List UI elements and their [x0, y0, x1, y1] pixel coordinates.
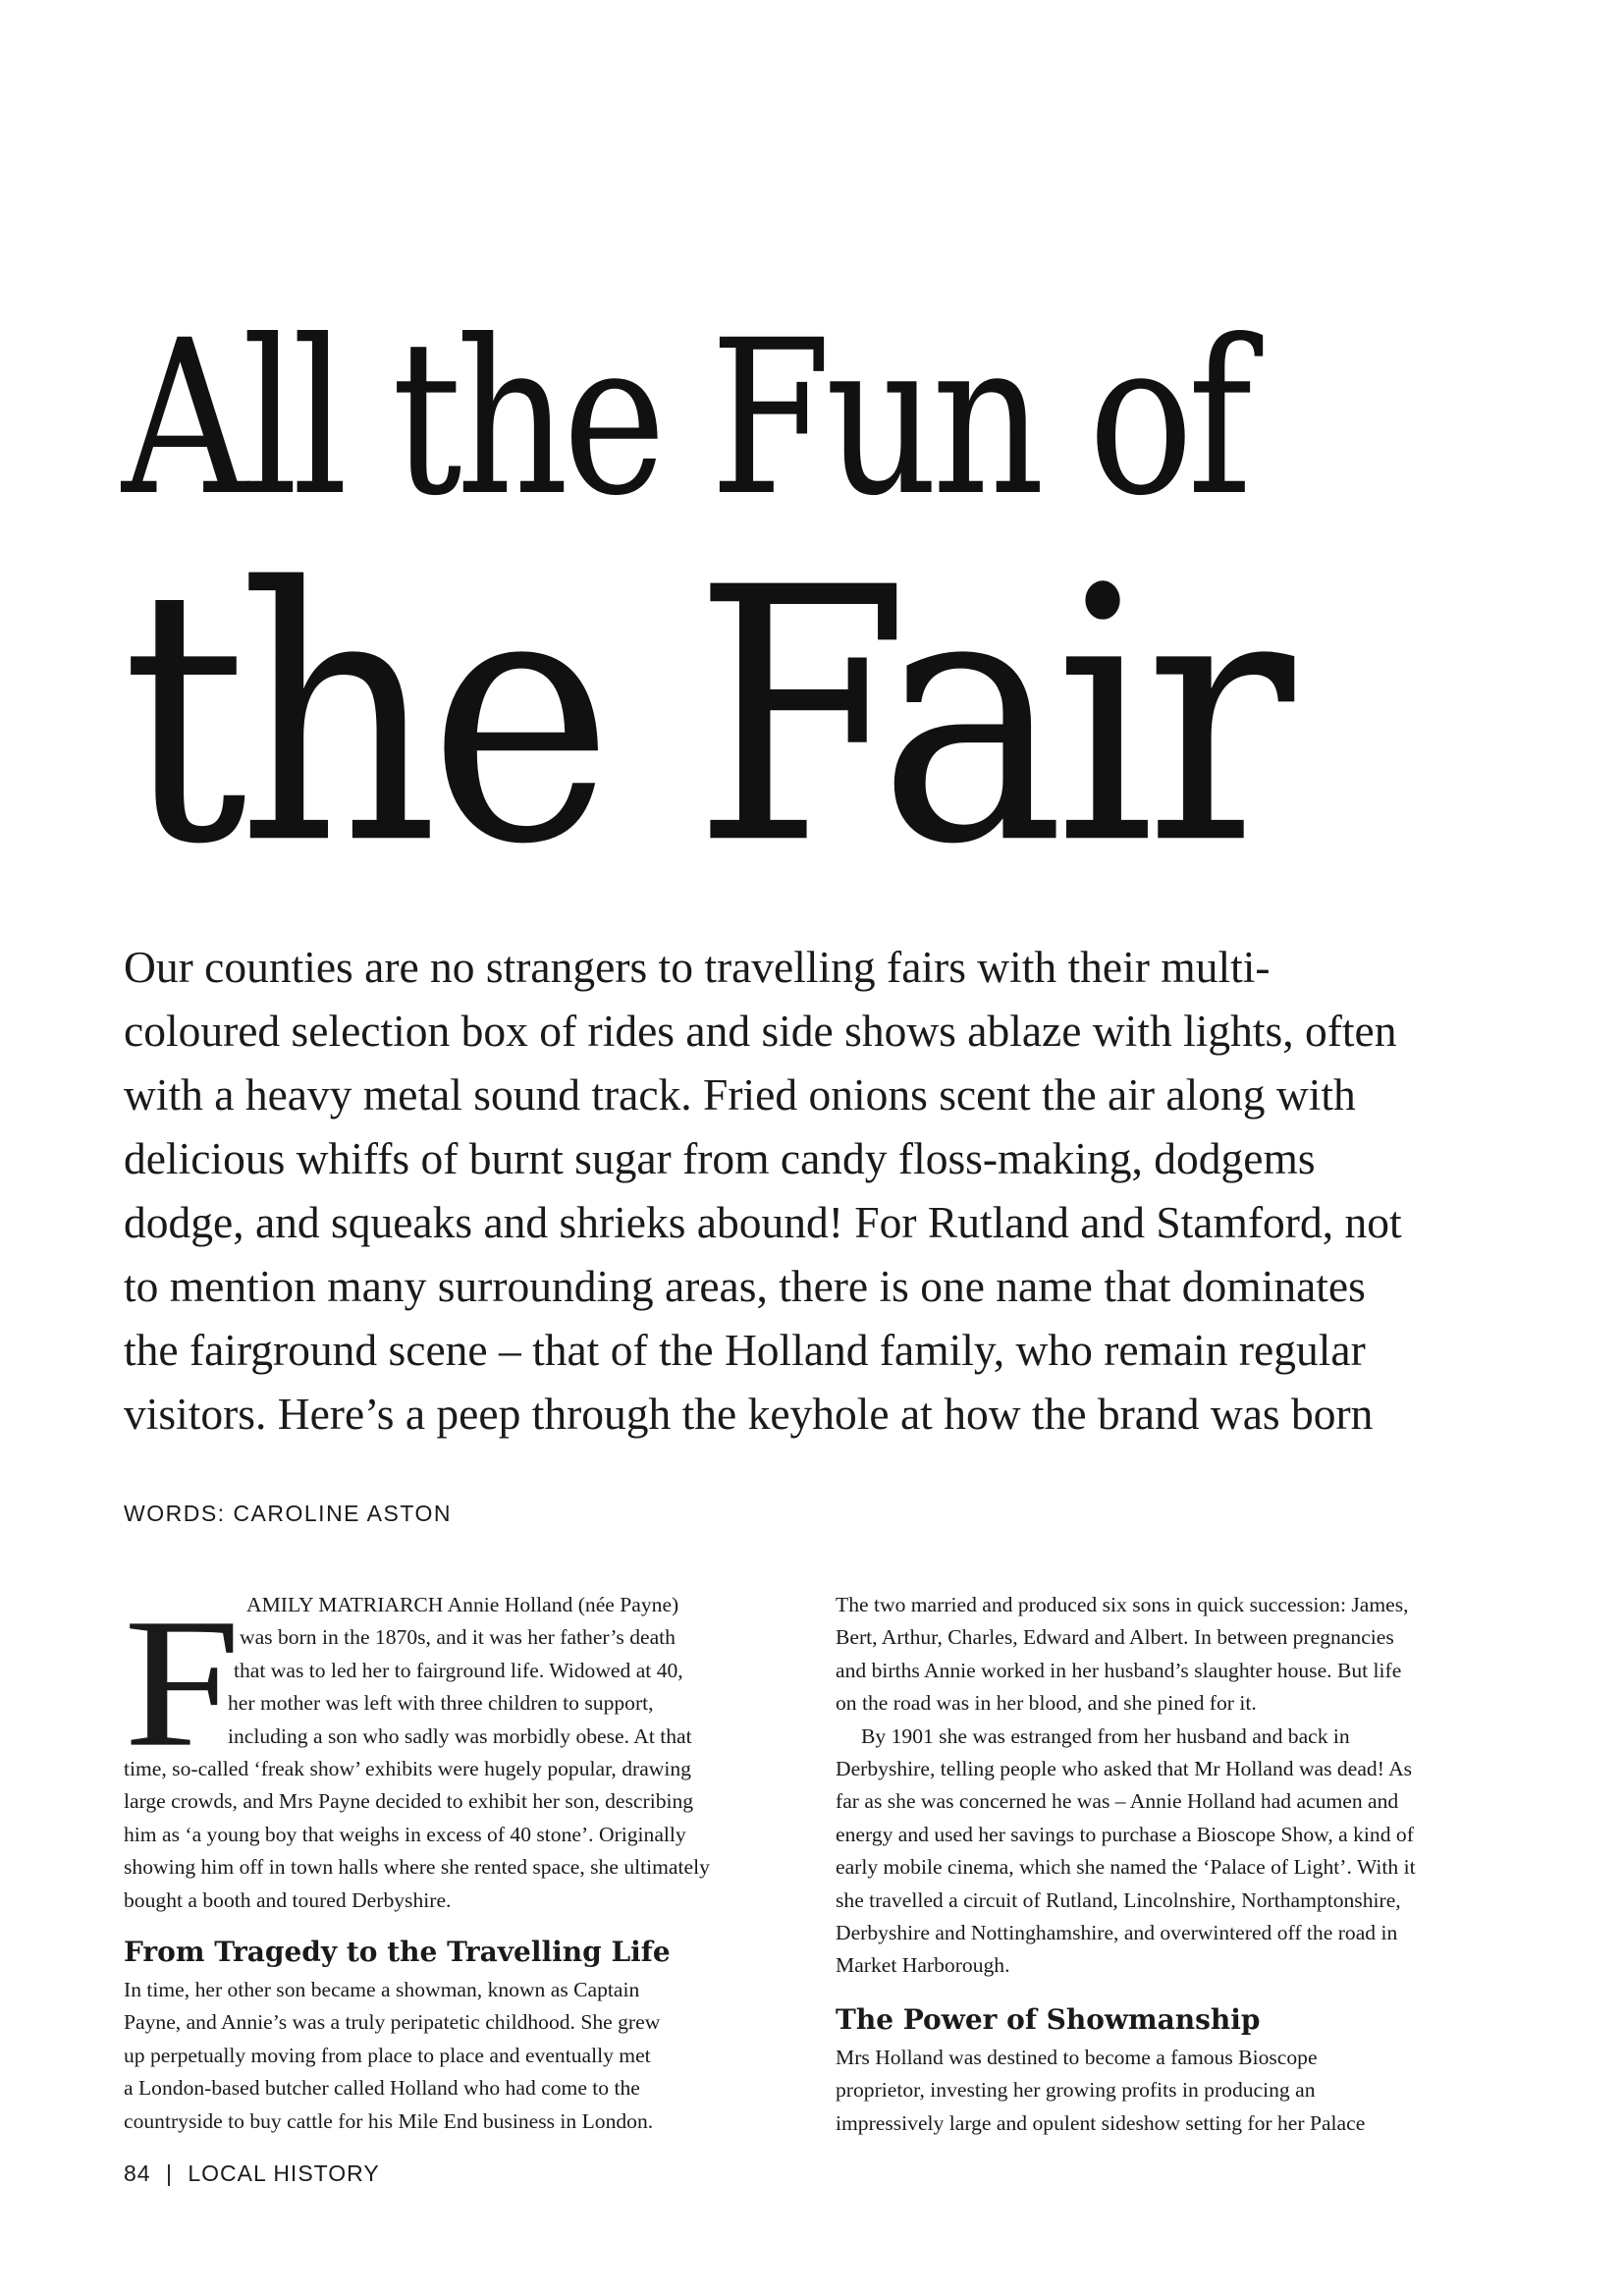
body-line: Market Harborough. [836, 1953, 1010, 1978]
body-line: AMILY MATRIARCH Annie Holland (née Payne) [246, 1593, 679, 1616]
standfirst-line: with a heavy metal sound track. Fried onions scent the air along with [124, 1069, 1356, 1120]
body-line: early mobile cinema, which she named the ‘Palace of Light’. With it [836, 1855, 1416, 1880]
body-line: bought a booth and toured Derbyshire. [124, 1887, 452, 1912]
body-line: on the road was in her blood, and she pined for it. [836, 1691, 1257, 1716]
body-line: By 1901 she was estranged from her husband and back in [861, 1723, 1350, 1748]
body-paragraph [836, 2042, 1523, 2140]
standfirst-line: visitors. Here’s a peep through the keyhole at how the brand was born [124, 1389, 1374, 1439]
standfirst-line: to mention many surrounding areas, there is one name that dominates [124, 1261, 1366, 1311]
body-line: her mother was left with three children to support, [228, 1691, 654, 1716]
section-subhead: The Power of Showmanship [836, 2002, 1261, 2036]
body-line: impressively large and opulent sideshow setting for her Palace [836, 2110, 1366, 2135]
body-line: and births Annie worked in her husband’s slaughter house. But life [836, 1658, 1402, 1682]
standfirst-line: coloured selection box of rides and side shows ablaze with lights, often [124, 1006, 1397, 1056]
body-line: proprietor, investing her growing profits in producing an [836, 2078, 1316, 2103]
body-line: Derbyshire and Nottinghamshire, and overwintered off the road in [836, 1921, 1398, 1945]
body-line: countryside to buy cattle for his Mile End business in London. [124, 2108, 654, 2133]
body-line: including a son who sadly was morbidly obese. At that [228, 1723, 692, 1748]
standfirst-line: the fairground scene – that of the Holland family, who remain regular [124, 1325, 1366, 1375]
body-line: that was to led her to fairground life. Widowed at 40, [234, 1658, 683, 1682]
byline: WORDS: CAROLINE ASTON [124, 1501, 452, 1526]
body-column-right [836, 1589, 1523, 2140]
standfirst-line: delicious whiffs of burnt sugar from candy floss-making, dodgems [124, 1133, 1316, 1183]
body-line: Bert, Arthur, Charles, Edward and Albert. In between pregnancies [836, 1625, 1394, 1650]
body-line: him as ‘a young boy that weighs in excess of 40 stone’. Originally [124, 1822, 686, 1846]
body-line: large crowds, and Mrs Payne decided to exhibit her son, describing [124, 1789, 694, 1814]
standfirst-line: dodge, and squeaks and shrieks abound! For Rutland and Stamford, not [124, 1197, 1402, 1247]
footer-separator: | [165, 2160, 173, 2186]
body-line: a London-based butcher called Holland who had come to the [124, 2076, 640, 2101]
body-paragraph [836, 1589, 1523, 1721]
page-number: 84 [124, 2160, 151, 2186]
body-line: she travelled a circuit of Rutland, Lincolnshire, Northamptonshire, [836, 1887, 1401, 1912]
body-line: The two married and produced six sons in quick succession: James, [836, 1593, 1409, 1616]
body-line: time, so-called ‘freak show’ exhibits were hugely popular, drawing [124, 1757, 691, 1781]
body-line: was born in the 1870s, and it was her father’s death [240, 1625, 676, 1650]
body-line: In time, her other son became a showman, known as Captain [124, 1978, 640, 2002]
headline-line-1: All the Fun of [122, 294, 1247, 543]
body-line: showing him off in town halls where she rented space, she ultimately [124, 1855, 710, 1880]
standfirst [124, 935, 1538, 1446]
body-paragraph [124, 1580, 811, 1917]
body-line: Derbyshire, telling people who asked that Mr Holland was dead! As [836, 1757, 1413, 1781]
section-name: LOCAL HISTORY [188, 2160, 380, 2186]
headline-line-2: the Fair [122, 513, 1285, 921]
body-paragraph [836, 1721, 1523, 1983]
body-paragraph [124, 1974, 811, 2138]
body-column-left [124, 1580, 811, 2138]
body-line: up perpetually moving from place to place and eventually met [124, 2043, 651, 2067]
drop-cap: F [124, 1580, 242, 1785]
body-line: energy and used her savings to purchase a Bioscope Show, a kind of [836, 1822, 1414, 1846]
body-line: Mrs Holland was destined to become a famous Bioscope [836, 2045, 1318, 2069]
page-footer [124, 2160, 380, 2187]
body-line: far as she was concerned he was – Annie Holland had acumen and [836, 1789, 1399, 1814]
body-line: Payne, and Annie’s was a truly peripatetic childhood. She grew [124, 2010, 661, 2035]
standfirst-line: Our counties are no strangers to travelling fairs with their multi- [124, 942, 1271, 992]
section-subhead: From Tragedy to the Travelling Life [124, 1936, 671, 1969]
